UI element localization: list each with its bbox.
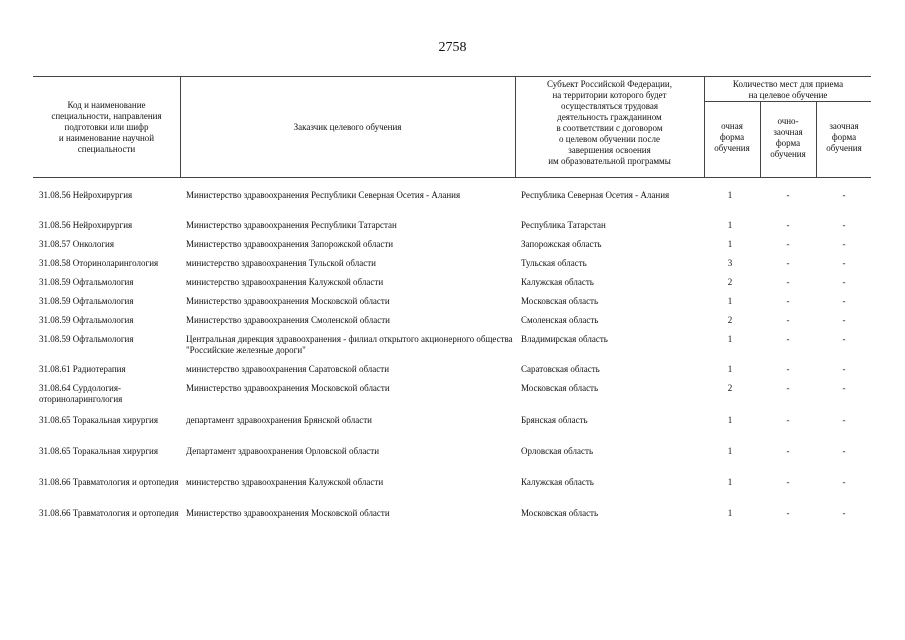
table-row (0, 315, 905, 334)
cell-specialty: 31.08.56 Нейрохирургия (39, 190, 133, 200)
cell-specialty: 31.08.64 Сурдология-оториноларингология (39, 383, 123, 404)
cell-region: Брянская область (521, 415, 588, 425)
header-line: Субъект Российской Федерации, (547, 79, 672, 89)
cell-full-time: 1 (727, 190, 733, 200)
table-row (0, 415, 905, 446)
cell-region: Тульская область (521, 258, 587, 268)
header-top-rule (33, 76, 871, 77)
cell-full-time: 1 (727, 334, 733, 344)
header-line: в соответствии с договором (556, 123, 663, 133)
cell-specialty: 31.08.58 Оториноларингология (39, 258, 159, 268)
cell-customer: министерство здравоохранения Калужской области (186, 477, 384, 487)
cell-region: Республика Северная Осетия - Алания (521, 190, 670, 200)
cell-customer: Министерство здравоохранения Смоленской области (186, 315, 390, 325)
table-row (0, 446, 905, 477)
header-divider (515, 76, 516, 177)
cell-full-time: 2 (727, 315, 733, 325)
cell-distance: - (842, 190, 846, 200)
header-line: и наименование научной (58, 133, 155, 143)
header-line: форма (719, 132, 745, 142)
header-line: форма (831, 132, 857, 142)
table-row (0, 477, 905, 508)
header-line: подготовки или шифр (64, 122, 149, 132)
cell-full-time: 1 (727, 239, 733, 249)
header-customer: Заказчик целевого обучения (293, 122, 402, 132)
header-line: деятельность гражданином (557, 112, 662, 122)
cell-region: Запорожская область (521, 239, 602, 249)
header-code (36, 100, 177, 155)
cell-region: Республика Татарстан (521, 220, 606, 230)
cell-specialty: 31.08.65 Торакальная хирургия (39, 446, 159, 456)
cell-specialty: 31.08.59 Офтальмология (39, 334, 134, 344)
cell-customer: Министерство здравоохранения Республики Северная Осетия - Алания (186, 190, 461, 200)
cell-region: Орловская область (521, 446, 594, 456)
cell-full-time: 1 (727, 415, 733, 425)
header-line: обучения (826, 143, 862, 153)
cell-part-time: - (786, 415, 790, 425)
cell-full-time: 1 (727, 220, 733, 230)
cell-full-time: 1 (727, 446, 733, 456)
cell-distance: - (842, 277, 846, 287)
cell-specialty: 31.08.59 Офтальмология (39, 315, 134, 325)
header-bottom-rule (33, 177, 871, 178)
header-line: заочная (773, 127, 803, 137)
cell-customer: Министерство здравоохранения Московской области (186, 296, 390, 306)
table-body (0, 190, 905, 539)
page-number: 2758 (438, 40, 467, 55)
cell-specialty: 31.08.65 Торакальная хирургия (39, 415, 159, 425)
header-line: обучения (714, 143, 750, 153)
cell-full-time: 1 (727, 364, 733, 374)
header-form-part (762, 116, 814, 160)
cell-customer: Министерство здравоохранения Московской области (186, 383, 390, 393)
cell-distance: - (842, 239, 846, 249)
header-line: очно- (777, 116, 799, 126)
cell-specialty: 31.08.59 Офтальмология (39, 296, 134, 306)
cell-part-time: - (786, 220, 790, 230)
table-row (0, 383, 905, 415)
table-row (0, 296, 905, 315)
header-line: форма (775, 138, 801, 148)
cell-part-time: - (786, 258, 790, 268)
cell-specialty: 31.08.66 Травматология и ортопедия (39, 477, 179, 487)
cell-distance: - (842, 334, 846, 344)
cell-region: Калужская область (521, 477, 594, 487)
cell-region: Московская область (521, 508, 599, 518)
cell-specialty: 31.08.57 Онкология (39, 239, 115, 249)
cell-part-time: - (786, 277, 790, 287)
header-places (706, 79, 870, 101)
cell-part-time: - (786, 446, 790, 456)
cell-full-time: 3 (727, 258, 733, 268)
cell-part-time: - (786, 334, 790, 344)
cell-region: Московская область (521, 383, 599, 393)
cell-full-time: 2 (727, 383, 733, 393)
cell-customer: Центральная дирекция здравоохранения - филиал открытого акционерного общества "Российские железные дороги" (186, 334, 513, 355)
header-form-full (706, 121, 758, 154)
cell-region: Московская область (521, 296, 599, 306)
header-line: на целевое обучение (748, 90, 828, 100)
cell-full-time: 1 (727, 477, 733, 487)
cell-customer: Министерство здравоохранения Московской области (186, 508, 390, 518)
header-divider (816, 101, 817, 177)
cell-customer: министерство здравоохранения Калужской области (186, 277, 384, 287)
cell-full-time: 1 (727, 508, 733, 518)
cell-distance: - (842, 508, 846, 518)
table-row (0, 508, 905, 539)
cell-part-time: - (786, 477, 790, 487)
cell-customer: Департамент здравоохранения Орловской области (186, 446, 380, 456)
header-line: специальности, направления (51, 111, 162, 121)
header-line: на территории которого будет (552, 90, 667, 100)
header-line: Код и наименование (67, 100, 146, 110)
header-region (518, 79, 701, 167)
cell-distance: - (842, 315, 846, 325)
header-line: о целевом обучении после (559, 134, 660, 144)
table-row (0, 220, 905, 239)
cell-full-time: 2 (727, 277, 733, 287)
header-line: им образовательной программы (548, 156, 671, 166)
header-divider (180, 76, 181, 177)
table-row (0, 239, 905, 258)
cell-specialty: 31.08.56 Нейрохирургия (39, 220, 133, 230)
cell-distance: - (842, 296, 846, 306)
cell-full-time: 1 (727, 296, 733, 306)
cell-distance: - (842, 383, 846, 393)
cell-part-time: - (786, 239, 790, 249)
header-line: Количество мест для приема (732, 79, 844, 89)
cell-region: Владимирская область (521, 334, 608, 344)
header-form-distance (818, 121, 870, 154)
header-line: очная (721, 121, 743, 131)
cell-customer: Министерство здравоохранения Запорожской области (186, 239, 394, 249)
cell-specialty: 31.08.61 Радиотерапия (39, 364, 126, 374)
cell-region: Саратовская область (521, 364, 600, 374)
header-line: осуществляться трудовая (560, 101, 659, 111)
cell-distance: - (842, 258, 846, 268)
header-line: заочная (829, 121, 859, 131)
header-line: специальности (77, 144, 136, 154)
cell-region: Смоленская область (521, 315, 599, 325)
table-row (0, 190, 905, 220)
cell-region: Калужская область (521, 277, 594, 287)
header-divider (704, 76, 705, 177)
cell-customer: министерство здравоохранения Саратовской области (186, 364, 390, 374)
cell-part-time: - (786, 364, 790, 374)
cell-distance: - (842, 415, 846, 425)
cell-customer: департамент здравоохранения Брянской области (186, 415, 372, 425)
cell-part-time: - (786, 508, 790, 518)
cell-part-time: - (786, 315, 790, 325)
header-line: обучения (770, 149, 806, 159)
table-row (0, 334, 905, 364)
cell-specialty: 31.08.59 Офтальмология (39, 277, 134, 287)
cell-customer: Министерство здравоохранения Республики Татарстан (186, 220, 397, 230)
cell-distance: - (842, 364, 846, 374)
table-row (0, 364, 905, 383)
table-row (0, 258, 905, 277)
cell-specialty: 31.08.66 Травматология и ортопедия (39, 508, 179, 518)
cell-part-time: - (786, 383, 790, 393)
header-sub-rule (704, 101, 871, 102)
header-line: завершения освоения (568, 145, 651, 155)
cell-part-time: - (786, 190, 790, 200)
cell-distance: - (842, 220, 846, 230)
header-divider (760, 101, 761, 177)
table-row (0, 277, 905, 296)
cell-distance: - (842, 446, 846, 456)
cell-customer: министерство здравоохранения Тульской области (186, 258, 377, 268)
cell-distance: - (842, 477, 846, 487)
cell-part-time: - (786, 296, 790, 306)
